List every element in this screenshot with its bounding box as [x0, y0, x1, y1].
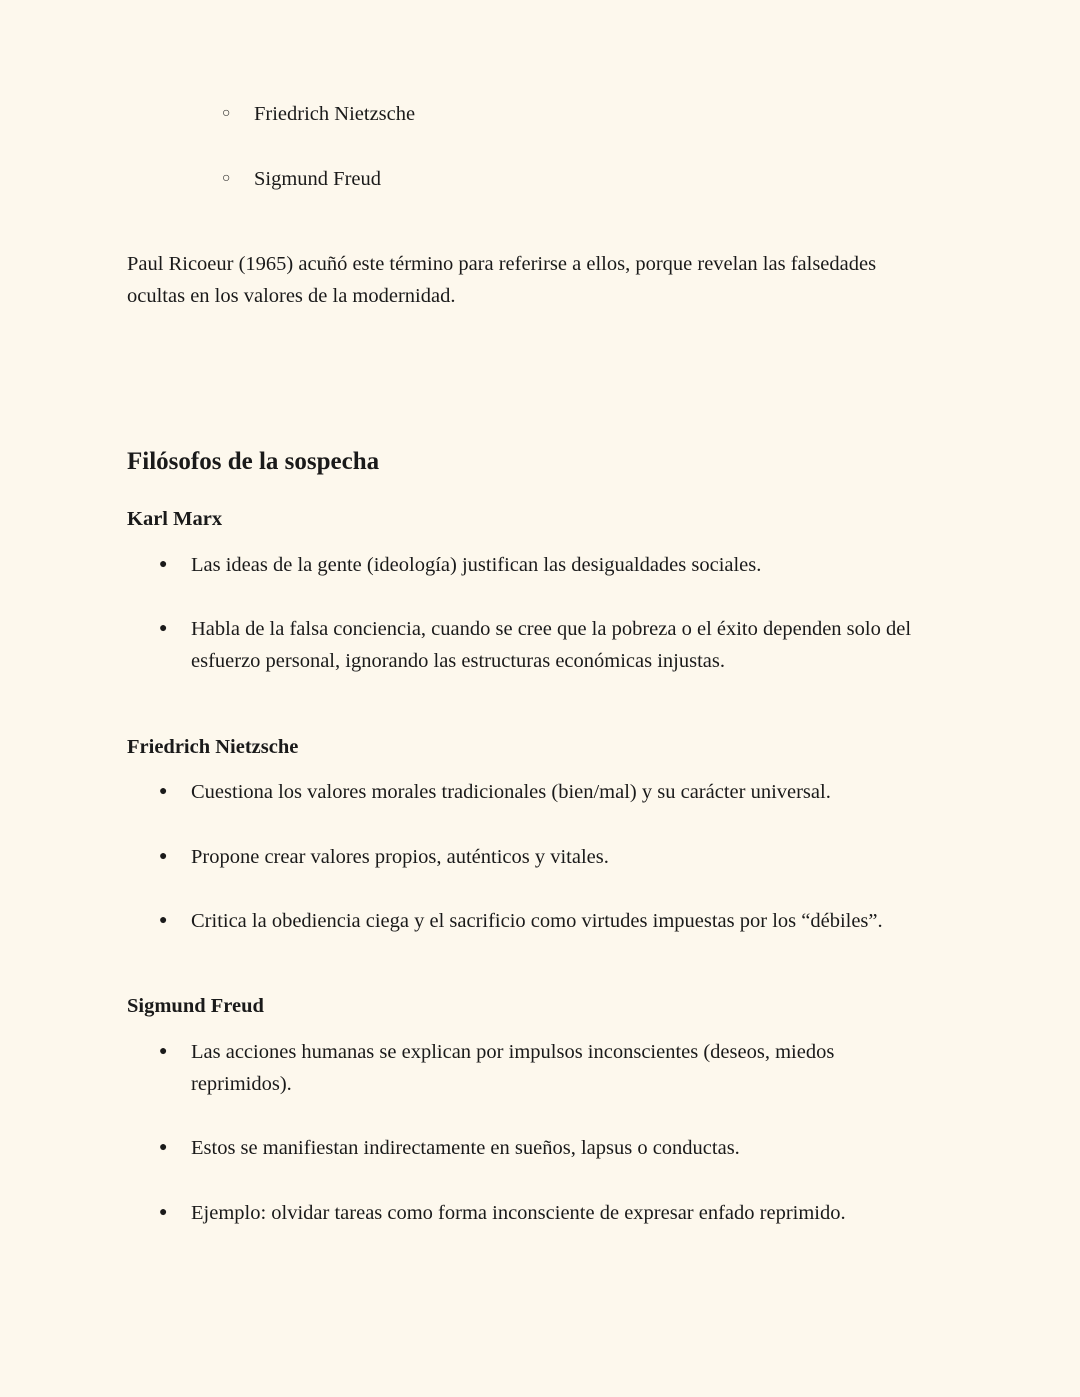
- list-item: Ejemplo: olvidar tareas como forma inconsciente de expresar enfado reprimido.: [191, 1202, 846, 1224]
- bullet-icon: ●: [159, 1140, 168, 1155]
- list-item: Estos se manifiestan indirectamente en sueños, lapsus o conductas.: [191, 1137, 740, 1159]
- bullet-icon: ●: [159, 784, 168, 799]
- list-item: Cuestiona los valores morales tradicionales (bien/mal) y su carácter universal.: [191, 781, 831, 803]
- paragraph: Paul Ricoeur (1965) acuñó este término para referirse a ellos, porque revelan las falsedades ocultas en los valores de la modernidad.: [127, 253, 877, 307]
- philosopher-heading: Karl Marx: [127, 508, 223, 530]
- bullet-icon: ●: [159, 557, 168, 572]
- bullet-icon: ●: [159, 1044, 168, 1059]
- list-item: Las acciones humanas se explican por impulsos inconscientes (deseos, miedos reprimidos).: [191, 1041, 835, 1095]
- list-item: Propone crear valores propios, auténticos y vitales.: [191, 846, 609, 868]
- list-item: Habla de la falsa conciencia, cuando se cree que la pobreza o el éxito dependen solo del esfuerzo personal, ignorando las estructuras económicas injustas.: [191, 618, 912, 672]
- bullet-icon: ●: [159, 849, 168, 864]
- list-item: Las ideas de la gente (ideología) justifican las desigualdades sociales.: [191, 554, 762, 576]
- philosopher-heading: Sigmund Freud: [127, 995, 264, 1017]
- bullet-icon: ●: [159, 913, 168, 928]
- list-item: Sigmund Freud: [254, 168, 381, 190]
- bullet-icon: ●: [159, 1205, 168, 1220]
- hollow-bullet-icon: ○: [222, 171, 231, 186]
- section-title: Filósofos de la sospecha: [127, 448, 380, 475]
- bullet-icon: ●: [159, 621, 168, 636]
- list-item: Friedrich Nietzsche: [254, 103, 416, 125]
- hollow-bullet-icon: ○: [222, 106, 231, 121]
- philosopher-heading: Friedrich Nietzsche: [127, 736, 299, 758]
- list-item: Critica la obediencia ciega y el sacrificio como virtudes impuestas por los “débiles”.: [191, 910, 883, 932]
